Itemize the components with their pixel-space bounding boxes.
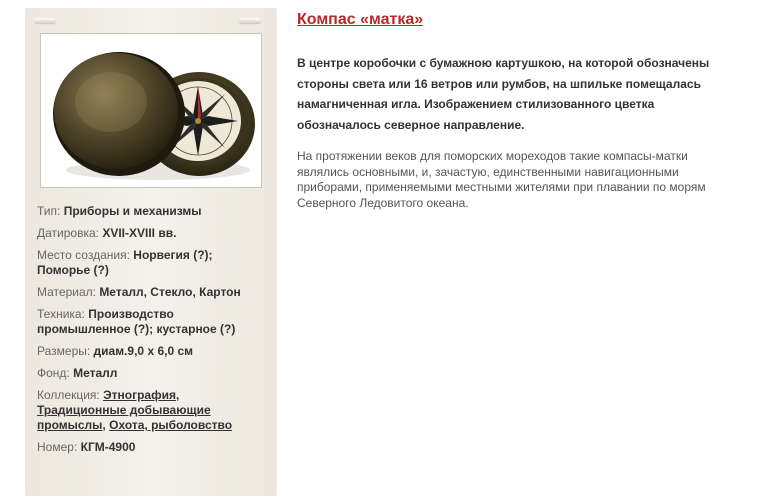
prop-type-value: Приборы и механизмы [63,204,202,218]
page-title[interactable]: Компас «матка» [297,11,424,28]
lead-paragraph: В центре коробочки с бумажною картушкою, на которой обозначены стороны света или 16 ветров или румбов, на шпильке помещалась намагниченная игла. Изображением стилизованного цветка обозначалось северное направление. [297,56,710,132]
compass-image [41,34,261,187]
collection-link-hunting-fishing[interactable]: Охота, рыболовство [109,418,233,432]
decorative-pin [34,18,56,23]
properties-list [37,204,269,462]
prop-dating-value: XVII-XVIII вв. [102,226,177,240]
prop-material-value: Металл, Стекло, Картон [99,285,241,299]
prop-size-value: диам.9,0 х 6,0 см [93,344,194,358]
collection-link-traditional-crafts[interactable]: Традиционные добывающие промыслы [37,403,211,432]
decorative-pin [239,18,261,23]
prop-place-value: Норвегия (?); Поморье (?) [37,248,213,277]
object-photo[interactable] [40,33,262,188]
prop-place: Место создания: Норвегия (?); Поморье (?) [37,248,213,277]
prop-material: Материал: Металл, Стекло, Картон [37,285,241,299]
prop-type: Тип: Приборы и механизмы [37,204,202,218]
prop-dating: Датировка: XVII-XVIII вв. [37,226,177,240]
prop-size: Размеры: диам.9,0 х 6,0 см [37,344,194,358]
prop-fund: Фонд: Металл [37,366,118,380]
collection-link-ethnography[interactable]: Этнография [103,388,176,402]
object-info-panel [25,8,277,496]
prop-technique: Техника: Производство промышленное (?); кустарное (?) [37,307,236,336]
prop-number-value: КГМ-4900 [80,440,136,454]
object-description [297,10,717,211]
prop-number: Номер: КГМ-4900 [37,440,136,454]
prop-collection: Коллекция: Этнография, Традиционные добывающие промыслы, Охота, рыболовство [37,388,233,432]
prop-fund-value: Металл [73,366,118,380]
prop-technique-value: Производство промышленное (?); кустарное (?) [37,307,236,336]
body-paragraph: На протяжении веков для поморских мореходов такие компасы-матки являлись основными, и, зачастую, единственными навигационными приборами, применяемыми местными жителями при плавании по морям Северного Ледовитого океана. [297,149,706,210]
